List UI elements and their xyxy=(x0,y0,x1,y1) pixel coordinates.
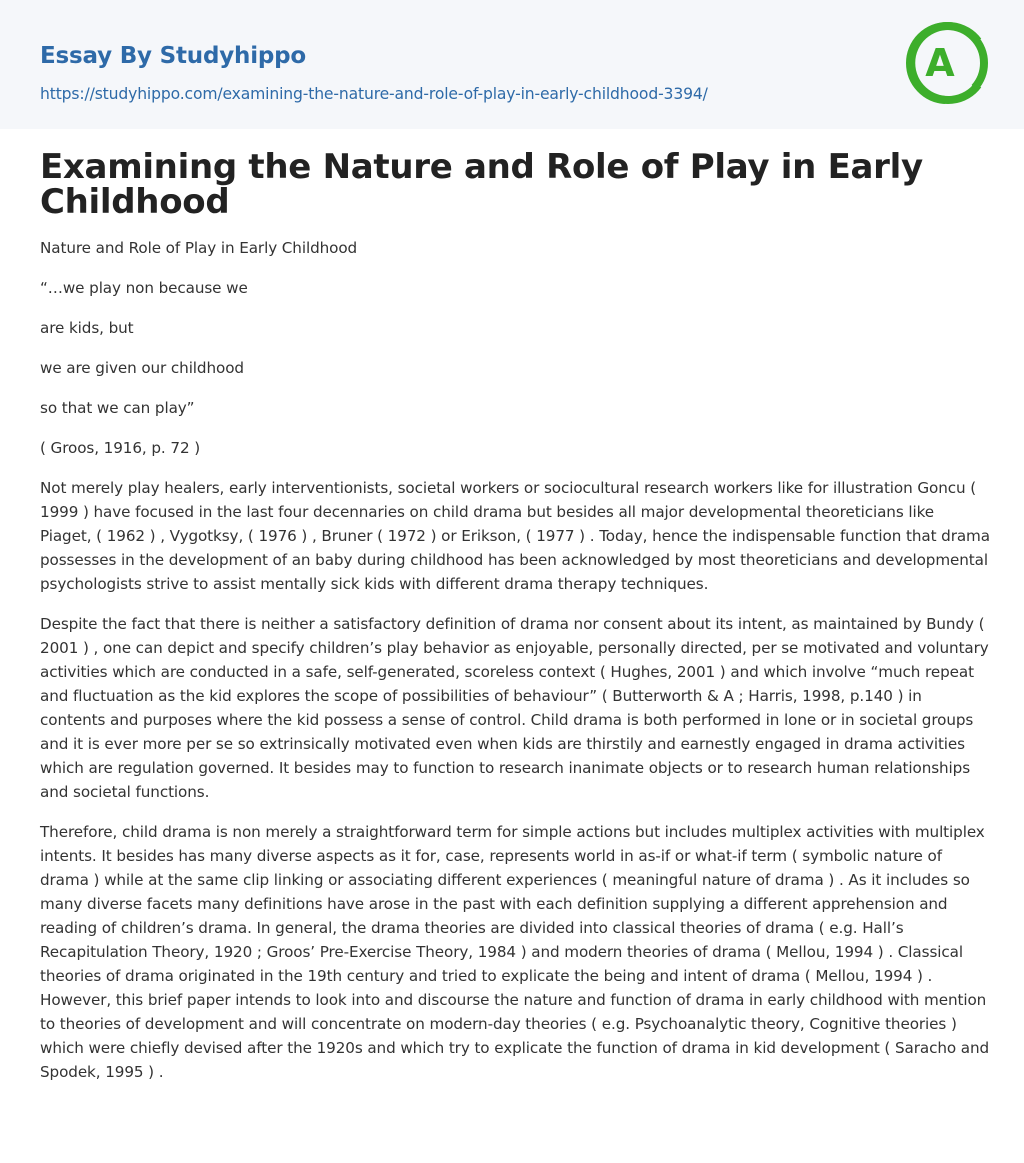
article-paragraph: are kids, but xyxy=(40,319,134,337)
site-header xyxy=(0,0,1024,129)
article-paragraph: ( Groos, 1916, p. 72 ) xyxy=(40,439,201,457)
article-paragraph: Nature and Role of Play in Early Childhood xyxy=(40,239,358,257)
article-paragraph: Not merely play healers, early interventionists, societal workers or sociocultural research workers like for illustration Goncu ( 1999 ) have focused in the last four decennaries on child drama but besides all major developmental theoreticians like Piaget, ( 1962 ) , Vygotksy, ( 1976 ) , Bruner ( 1972 ) or Erikson, ( 1977 ) . Today, hence the indispensable function that drama possesses in the development of an baby during childhood has been acknowledged by most theoreticians and developmental psychologists strive to assist mentally sick kids with different drama therapy techniques. xyxy=(40,479,990,593)
logo-letter: A xyxy=(925,41,955,85)
source-url-link[interactable]: https://studyhippo.com/examining-the-nature-and-role-of-play-in-early-childhood-3394/ xyxy=(40,85,708,103)
article-paragraph: “…we play non because we xyxy=(40,279,248,297)
article-paragraph: Therefore, child drama is non merely a straightforward term for simple actions but includes multiplex activities with multiplex intents. It besides has many diverse aspects as it for, case, represents world in as-if or what-if term ( symbolic nature of drama ) while at the same clip linking or associating different experiences ( meaningful nature of drama ) . As it includes so many diverse facets many definitions have arose in the past with each definition supplying a different apprehension and reading of children’s drama. In general, the drama theories are divided into classical theories of drama ( e.g. Hall’s Recapitulation Theory, 1920 ; Groos’ Pre-Exercise Theory, 1984 ) and modern theories of drama ( Mellou, 1994 ) . Classical theories of drama originated in the 19th century and tried to explicate the being and intent of drama ( Mellou, 1994 ) . However, this brief paper intends to look into and discourse the nature and function of drama in early childhood with mention to theories of development and will concentrate on modern-day theories ( e.g. Psychoanalytic theory, Cognitive theories ) which were chiefly devised after the 1920s and which try to explicate the function of drama in kid development ( Saracho and Spodek, 1995 ) . xyxy=(40,823,990,1081)
article-paragraph: we are given our childhood xyxy=(40,359,244,377)
article-title: Examining the Nature and Role of Play in Early Childhood xyxy=(40,147,923,222)
article xyxy=(40,147,990,1100)
brand-title[interactable]: Essay By Studyhippo xyxy=(40,43,307,69)
studyhippo-logo-icon[interactable] xyxy=(904,18,990,108)
article-paragraph: Despite the fact that there is neither a satisfactory definition of drama nor consent about its intent, as maintained by Bundy ( 2001 ) , one can depict and specify children’s play behavior as enjoyable, personally directed, per se motivated and voluntary activities which are conducted in a safe, self-generated, scoreless context ( Hughes, 2001 ) and which involve “much repeat and fluctuation as the kid explores the scope of possibilities of behaviour” ( Butterworth & A ; Harris, 1998, p.140 ) in contents and purposes where the kid possess a sense of control. Child drama is both performed in lone or in societal groups and it is ever more per se so extrinsically motivated even when kids are thirstily and earnestly engaged in drama activities which are regulation governed. It besides may to function to research inanimate objects or to research human relationships and societal functions. xyxy=(40,615,989,801)
article-paragraph: so that we can play” xyxy=(40,399,195,417)
